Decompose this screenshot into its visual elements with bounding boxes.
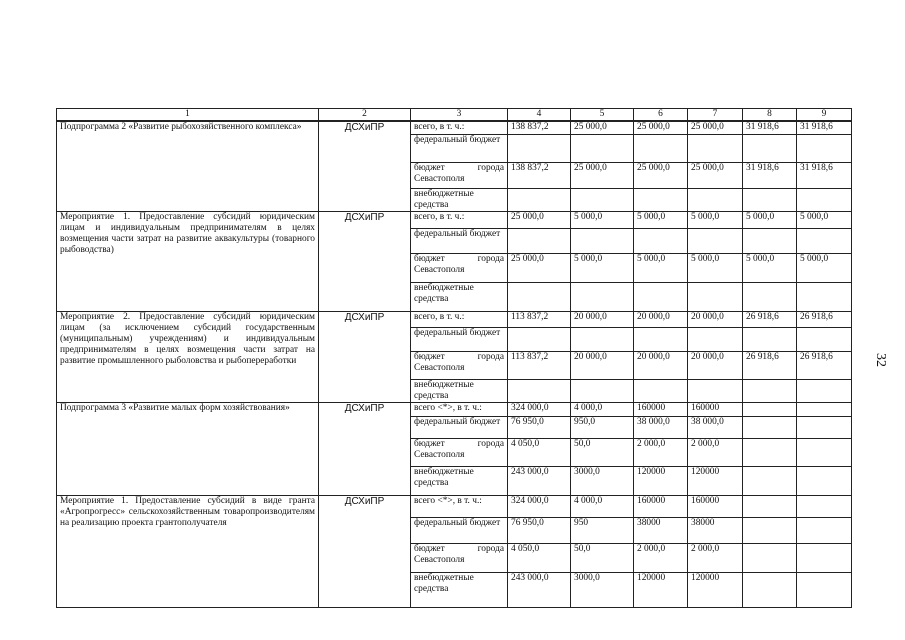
amount-cell xyxy=(743,188,797,211)
amount-cell xyxy=(743,402,797,416)
amount-cell: 50,0 xyxy=(571,438,634,466)
amount-cell: 20 000,0 xyxy=(571,311,634,327)
amount-cell xyxy=(634,134,688,162)
funding-source: федеральный бюджет xyxy=(411,134,508,162)
amount-cell: 120000 xyxy=(634,572,688,607)
amount-cell xyxy=(743,228,797,253)
amount-cell xyxy=(797,416,852,438)
amount-cell: 20 000,0 xyxy=(634,311,688,327)
amount-cell: 950 xyxy=(571,517,634,543)
amount-cell xyxy=(743,327,797,351)
amount-cell: 20 000,0 xyxy=(688,311,743,327)
amount-cell: 25 000,0 xyxy=(634,121,688,134)
amount-cell xyxy=(571,188,634,211)
amount-cell xyxy=(743,282,797,311)
amount-cell xyxy=(688,134,743,162)
funding-source: всего <*>, в т. ч.: xyxy=(411,495,508,517)
amount-cell xyxy=(508,282,571,311)
amount-cell: 31 918,6 xyxy=(743,121,797,134)
amount-cell: 25 000,0 xyxy=(508,211,571,228)
measure-name: Мероприятие 1. Предоставление субсидий в виде гранта «Агропрогресс» сельскохозяйственным товаропроизводителям на реализацию проекта грантополучателя xyxy=(57,495,319,607)
amount-cell xyxy=(743,517,797,543)
amount-cell: 2 000,0 xyxy=(688,543,743,572)
amount-cell: 38 000,0 xyxy=(688,416,743,438)
amount-cell: 25 000,0 xyxy=(634,162,688,188)
amount-cell xyxy=(508,379,571,402)
amount-cell: 26 918,6 xyxy=(743,311,797,327)
amount-cell xyxy=(743,438,797,466)
amount-cell: 5 000,0 xyxy=(743,211,797,228)
table-row xyxy=(57,121,852,134)
amount-cell: 5 000,0 xyxy=(797,253,852,282)
amount-cell: 25 000,0 xyxy=(688,121,743,134)
amount-cell: 4 050,0 xyxy=(508,438,571,466)
header-cell: 9 xyxy=(797,109,852,122)
amount-cell xyxy=(797,134,852,162)
amount-cell xyxy=(508,134,571,162)
amount-cell xyxy=(797,495,852,517)
funding-source: всего, в т. ч.: xyxy=(411,311,508,327)
amount-cell: 76 950,0 xyxy=(508,517,571,543)
amount-cell: 5 000,0 xyxy=(743,253,797,282)
amount-cell: 25 000,0 xyxy=(571,121,634,134)
amount-cell xyxy=(743,379,797,402)
header-cell: 8 xyxy=(743,109,797,122)
funding-source: бюджет города Севастополя xyxy=(411,543,508,572)
amount-cell: 38000 xyxy=(688,517,743,543)
amount-cell xyxy=(797,572,852,607)
executor-cell: ДСХиПР xyxy=(319,121,411,211)
funding-source: внебюджетные средства xyxy=(411,572,508,607)
amount-cell: 3000,0 xyxy=(571,572,634,607)
funding-source: федеральный бюджет xyxy=(411,327,508,351)
amount-cell: 3000,0 xyxy=(571,466,634,495)
header-cell: 2 xyxy=(319,109,411,122)
amount-cell: 160000 xyxy=(688,495,743,517)
funding-source: внебюджетные средства xyxy=(411,282,508,311)
amount-cell xyxy=(797,466,852,495)
amount-cell xyxy=(797,543,852,572)
executor-cell: ДСХиПР xyxy=(319,402,411,495)
amount-cell: 31 918,6 xyxy=(743,162,797,188)
funding-source: бюджет города Севастополя xyxy=(411,351,508,379)
amount-cell: 38000 xyxy=(634,517,688,543)
executor-cell: ДСХиПР xyxy=(319,311,411,402)
funding-source: бюджет города Севастополя xyxy=(411,253,508,282)
executor-cell: ДСХиПР xyxy=(319,495,411,607)
amount-cell xyxy=(508,188,571,211)
amount-cell: 2 000,0 xyxy=(634,543,688,572)
amount-cell: 4 050,0 xyxy=(508,543,571,572)
amount-cell: 20 000,0 xyxy=(634,351,688,379)
amount-cell xyxy=(634,282,688,311)
amount-cell: 50,0 xyxy=(571,543,634,572)
amount-cell xyxy=(743,416,797,438)
measure-name: Подпрограмма 2 «Развитие рыбохозяйственного комплекса» xyxy=(57,121,319,211)
amount-cell: 120000 xyxy=(634,466,688,495)
funding-source: всего, в т. ч.: xyxy=(411,211,508,228)
amount-cell: 138 837,2 xyxy=(508,162,571,188)
amount-cell: 26 918,6 xyxy=(743,351,797,379)
amount-cell: 160000 xyxy=(634,495,688,517)
amount-cell: 26 918,6 xyxy=(797,351,852,379)
amount-cell: 38 000,0 xyxy=(634,416,688,438)
amount-cell: 160000 xyxy=(688,402,743,416)
amount-cell: 76 950,0 xyxy=(508,416,571,438)
amount-cell: 5 000,0 xyxy=(797,211,852,228)
page-number: 32 xyxy=(873,353,888,367)
amount-cell: 5 000,0 xyxy=(571,253,634,282)
amount-cell: 113 837,2 xyxy=(508,311,571,327)
amount-cell xyxy=(571,134,634,162)
amount-cell xyxy=(571,282,634,311)
table-row xyxy=(57,211,852,228)
amount-cell xyxy=(797,327,852,351)
amount-cell xyxy=(571,228,634,253)
amount-cell xyxy=(797,438,852,466)
funding-source: федеральный бюджет xyxy=(411,517,508,543)
amount-cell xyxy=(743,466,797,495)
funding-source: бюджет города Севастополя xyxy=(411,438,508,466)
funding-source: внебюджетные средства xyxy=(411,466,508,495)
amount-cell: 2 000,0 xyxy=(634,438,688,466)
amount-cell: 120000 xyxy=(688,466,743,495)
amount-cell xyxy=(688,228,743,253)
amount-cell xyxy=(688,327,743,351)
table-row xyxy=(57,402,852,416)
table-body xyxy=(57,109,852,608)
amount-cell xyxy=(797,228,852,253)
amount-cell xyxy=(571,379,634,402)
amount-cell xyxy=(797,517,852,543)
amount-cell xyxy=(571,327,634,351)
amount-cell xyxy=(634,228,688,253)
amount-cell xyxy=(508,327,571,351)
table-row xyxy=(57,311,852,327)
amount-cell: 25 000,0 xyxy=(508,253,571,282)
amount-cell: 25 000,0 xyxy=(688,162,743,188)
amount-cell: 5 000,0 xyxy=(634,253,688,282)
header-cell: 1 xyxy=(57,109,319,122)
amount-cell: 243 000,0 xyxy=(508,466,571,495)
funding-source: внебюджетные средства xyxy=(411,188,508,211)
amount-cell xyxy=(797,188,852,211)
measure-name: Мероприятие 2. Предоставление субсидий юридическим лицам (за исключением субсидий государственным (муниципальным) учреждениям) и индивидуальным предпринимателям в целях возмещения части затрат на развитие промышленного рыболовства и рыбопереработки xyxy=(57,311,319,402)
amount-cell: 120000 xyxy=(688,572,743,607)
amount-cell xyxy=(743,495,797,517)
amount-cell: 2 000,0 xyxy=(688,438,743,466)
amount-cell: 4 000,0 xyxy=(571,402,634,416)
measure-name: Подпрограмма 3 «Развитие малых форм хозяйствования» xyxy=(57,402,319,495)
amount-cell: 160000 xyxy=(634,402,688,416)
amount-cell xyxy=(634,188,688,211)
header-cell: 6 xyxy=(634,109,688,122)
amount-cell: 5 000,0 xyxy=(688,253,743,282)
amount-cell xyxy=(743,134,797,162)
header-cell: 5 xyxy=(571,109,634,122)
header-row xyxy=(57,109,852,122)
amount-cell xyxy=(688,282,743,311)
amount-cell: 950,0 xyxy=(571,416,634,438)
funding-source: бюджет города Севастополя xyxy=(411,162,508,188)
funding-source: внебюджетные средства xyxy=(411,379,508,402)
amount-cell: 5 000,0 xyxy=(688,211,743,228)
amount-cell: 25 000,0 xyxy=(571,162,634,188)
amount-cell xyxy=(743,543,797,572)
amount-cell xyxy=(797,402,852,416)
header-cell: 4 xyxy=(508,109,571,122)
amount-cell: 243 000,0 xyxy=(508,572,571,607)
amount-cell: 138 837,2 xyxy=(508,121,571,134)
funding-source: федеральный бюджет xyxy=(411,228,508,253)
header-cell: 3 xyxy=(411,109,508,122)
amount-cell: 5 000,0 xyxy=(571,211,634,228)
amount-cell: 31 918,6 xyxy=(797,162,852,188)
header-cell: 7 xyxy=(688,109,743,122)
amount-cell: 324 000,0 xyxy=(508,495,571,517)
amount-cell xyxy=(688,188,743,211)
amount-cell: 324 000,0 xyxy=(508,402,571,416)
amount-cell: 4 000,0 xyxy=(571,495,634,517)
amount-cell: 20 000,0 xyxy=(571,351,634,379)
table-row xyxy=(57,495,852,517)
amount-cell xyxy=(743,572,797,607)
funding-source: всего, в т. ч.: xyxy=(411,121,508,134)
amount-cell: 5 000,0 xyxy=(634,211,688,228)
amount-cell: 31 918,6 xyxy=(797,121,852,134)
amount-cell xyxy=(508,228,571,253)
amount-cell xyxy=(797,379,852,402)
funding-source: всего <*>, в т. ч.: xyxy=(411,402,508,416)
amount-cell xyxy=(797,282,852,311)
amount-cell xyxy=(634,327,688,351)
amount-cell: 26 918,6 xyxy=(797,311,852,327)
amount-cell: 20 000,0 xyxy=(688,351,743,379)
measure-name: Мероприятие 1. Предоставление субсидий юридическим лицам и индивидуальным предпринимателям в целях возмещения части затрат на развитие аквакультуры (товарного рыбоводства) xyxy=(57,211,319,311)
funding-source: федеральный бюджет xyxy=(411,416,508,438)
executor-cell: ДСХиПР xyxy=(319,211,411,311)
amount-cell xyxy=(634,379,688,402)
amount-cell xyxy=(688,379,743,402)
program-funding-table xyxy=(56,108,852,608)
amount-cell: 113 837,2 xyxy=(508,351,571,379)
